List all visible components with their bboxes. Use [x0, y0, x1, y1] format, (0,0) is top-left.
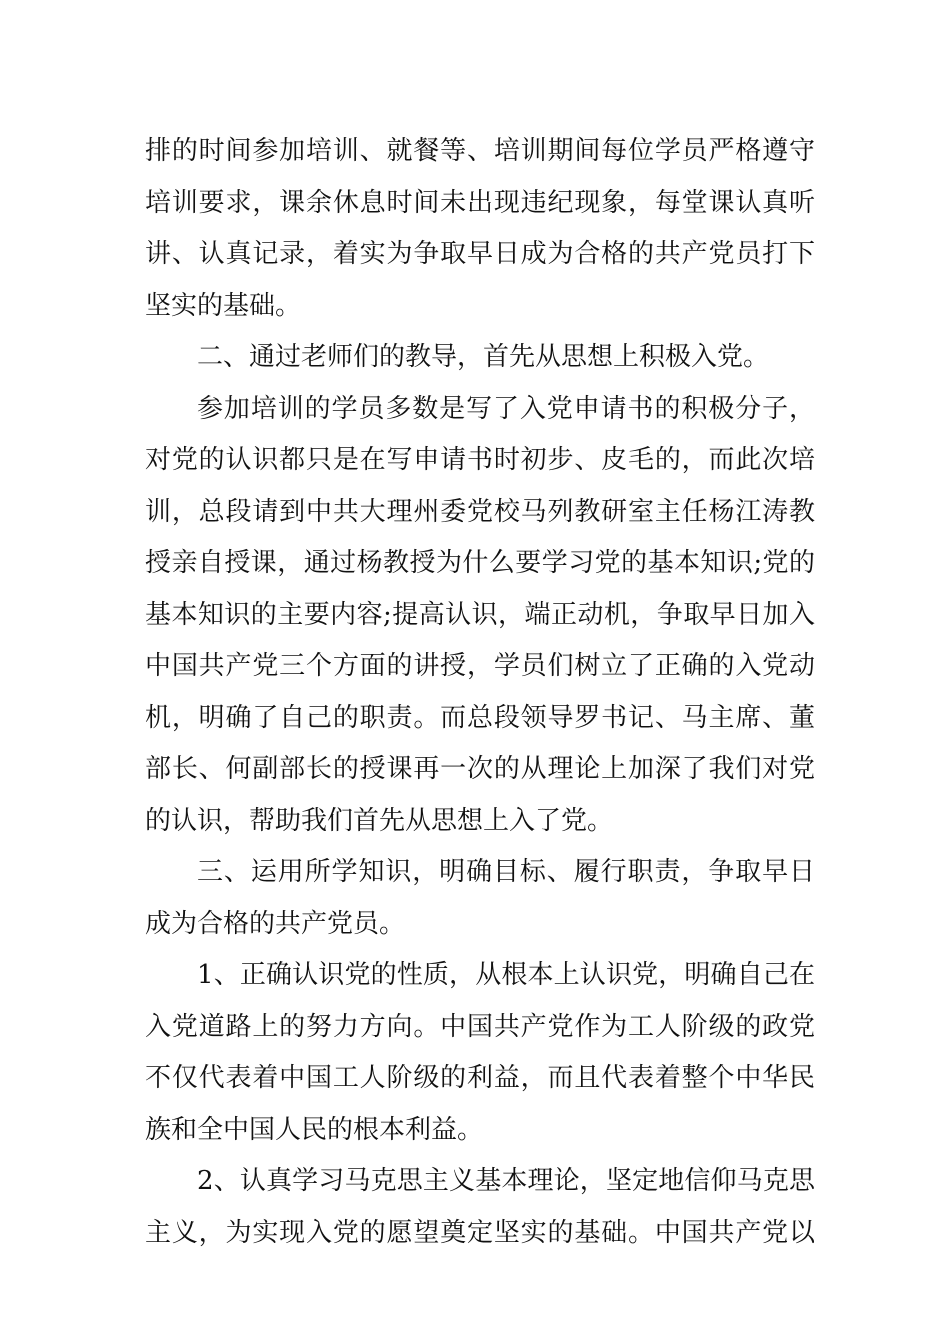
text-line: 基本知识的主要内容;提高认识，端正动机，争取早日加入	[145, 599, 815, 630]
list-item-heading: 1、正确认识党的性质，从根本上认识党，明确自己在	[197, 960, 815, 990]
list-item-heading: 2、认真学习马克思主义基本理论，坚定地信仰马克思	[197, 1166, 815, 1196]
text-line: 中国共产党三个方面的讲授，学员们树立了正确的入党动	[145, 651, 815, 681]
text-line: 机，明确了自己的职责。而总段领导罗书记、马主席、董	[145, 702, 815, 733]
text-line: 成为合格的共产党员。	[145, 908, 406, 939]
text-line: 对党的认识都只是在写申请书时初步、皮毛的，而此次培	[145, 445, 815, 475]
text-line: 讲、认真记录，着实为争取早日成为合格的共产党员打下	[145, 239, 815, 269]
document-body	[145, 126, 815, 1259]
text-line: 主义，为实现入党的愿望奠定坚实的基础。中国共产党以	[145, 1217, 815, 1248]
text-line: 培训要求，课余休息时间未出现违纪现象，每堂课认真听	[145, 187, 815, 218]
text-line: 排的时间参加培训、就餐等、培训期间每位学员严格遵守	[145, 136, 815, 166]
text-line: 的认识，帮助我们首先从思想上入了党。	[145, 805, 614, 836]
text-line: 坚实的基础。	[145, 290, 302, 321]
text-line: 参加培训的学员多数是写了入党申请书的积极分子，	[197, 393, 815, 424]
text-line: 族和全中国人民的根本利益。	[145, 1114, 484, 1145]
text-line: 部长、何副部长的授课再一次的从理论上加深了我们对党	[145, 754, 815, 784]
text-line: 授亲自授课，通过杨教授为什么要学习党的基本知识;党的	[145, 548, 815, 578]
text-line: 入党道路上的努力方向。中国共产党作为工人阶级的政党	[145, 1011, 815, 1042]
section-heading: 二、通过老师们的教导，首先从思想上积极入党。	[197, 342, 770, 372]
text-line: 训，总段请到中共大理州委党校马列教研室主任杨江涛教	[145, 496, 815, 527]
section-heading: 三、运用所学知识，明确目标、履行职责，争取早日	[197, 857, 815, 887]
text-line: 不仅代表着中国工人阶级的利益，而且代表着整个中华民	[145, 1063, 815, 1093]
